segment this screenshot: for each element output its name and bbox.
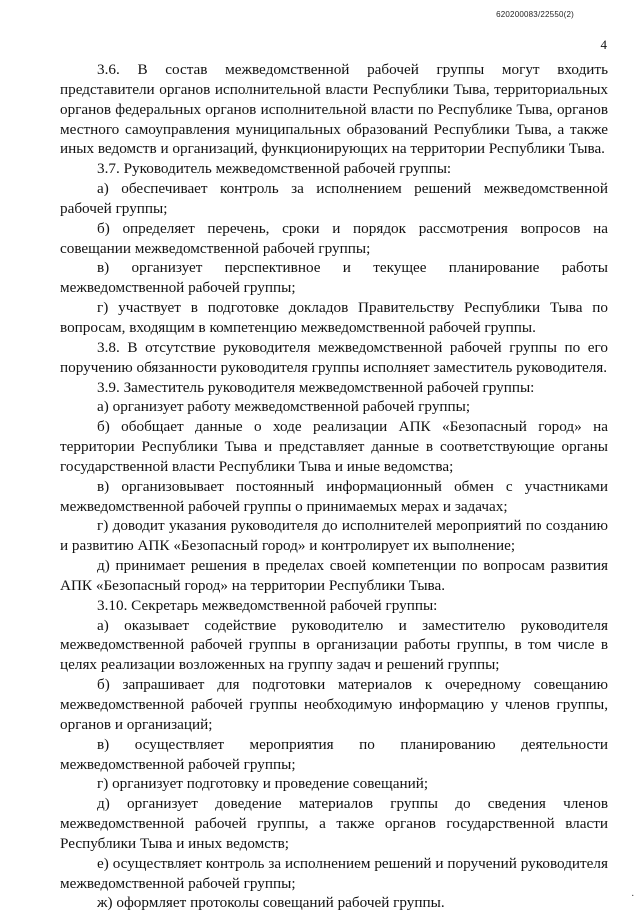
list-item: д) организует доведение материалов группы до сведения членов межведомственной рабочей группы, а также органов государственной власти Республики Тыва и иных ведомств; xyxy=(60,795,608,852)
list-item: г) организует подготовку и проведение совещаний; xyxy=(97,775,429,793)
list-item: е) осуществляет контроль за исполнением решений и поручений руководителя межведомственной рабочей группы; xyxy=(60,854,608,892)
list-item: г) участвует в подготовке докладов Правительству Республики Тыва по вопросам, входящим в компетенцию межведомственной рабочей группы. xyxy=(60,299,608,336)
list-item: б) обобщает данные о ходе реализации АПК «Безопасный город» на территории Республики Тыва и представляет данные в соответствующие органы государственной власти Республики Тыва и иные ведомства; xyxy=(60,418,608,475)
list-item: в) осуществляет мероприятия по планированию деятельности межведомственной рабочей группы; xyxy=(60,735,608,773)
page-number: 4 xyxy=(600,37,607,52)
paragraph-3-8: 3.8. В отсутствие руководителя межведомственной рабочей группы по его поручению обязанности руководителя группы исполняет заместитель руководителя. xyxy=(60,338,608,376)
list-item: а) организует работу межведомственной рабочей группы; xyxy=(97,398,471,416)
list-item: а) обеспечивает контроль за исполнением решений межведомственной рабочей группы; xyxy=(60,180,608,217)
list-item: в) организовывает постоянный информационный обмен с участниками межведомственной рабочей группы о принимаемых мерах и задачах; xyxy=(60,477,608,515)
paragraph-3-9: 3.9. Заместитель руководителя межведомственной рабочей группы: xyxy=(97,378,535,396)
paragraph-3-6: 3.6. В состав межведомственной рабочей группы могут входить представители органов исполнительной власти Республики Тыва, территориальных органов федеральных органов исполнительной власти по Республике Тыва, органов местного самоуправления муниципальных образований Республики Тыва, а также иных ведомств и организаций, функционирующих на территории Республики Тыва. xyxy=(60,61,608,158)
document-body xyxy=(60,60,608,913)
list-item: ж) оформляет протоколы совещаний рабочей группы. xyxy=(97,894,445,912)
paragraph-3-10: 3.10. Секретарь межведомственной рабочей группы: xyxy=(97,596,438,614)
paragraph-3-7: 3.7. Руководитель межведомственной рабочей группы: xyxy=(97,160,452,178)
list-item: б) запрашивает для подготовки материалов к очередному совещанию межведомственной рабочей группы необходимую информацию у членов группы, органов и организаций; xyxy=(60,676,608,733)
footer-mark: . xyxy=(631,888,634,899)
document-id: 620200083/22550(2) xyxy=(496,10,574,19)
list-item: а) оказывает содействие руководителю и заместителю руководителя межведомственной рабочей группы в организации работы группы, в том числе в целях реализации возложенных на группу задач и решений группы; xyxy=(60,616,608,674)
list-item: д) принимает решения в пределах своей компетенции по вопросам развития АПК «Безопасный город» на территории Республики Тыва. xyxy=(60,557,608,594)
list-item: в) организует перспективное и текущее планирование работы межведомственной рабочей группы; xyxy=(60,259,608,297)
list-item: г) доводит указания руководителя до исполнителей мероприятий по созданию и развитию АПК «Безопасный город» и контролирует их выполнение; xyxy=(60,517,608,555)
list-item: б) определяет перечень, сроки и порядок рассмотрения вопросов на совещании межведомственной рабочей группы; xyxy=(60,219,608,257)
